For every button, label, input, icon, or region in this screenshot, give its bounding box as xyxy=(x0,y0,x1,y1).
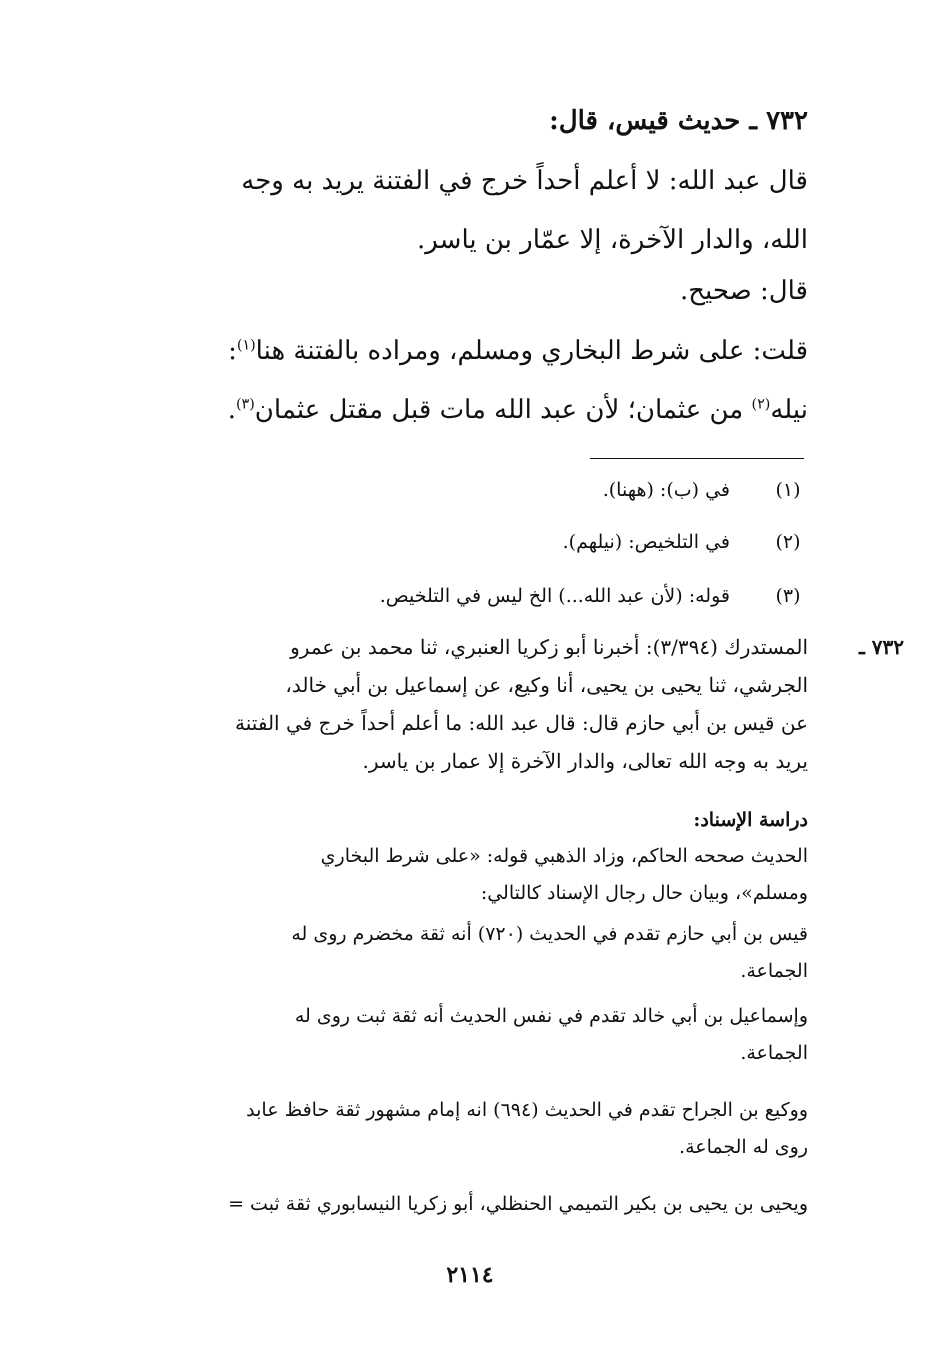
study-paragraph xyxy=(100,1092,808,1166)
hadith-line: قال عبد الله: لا أعلم أحداً خرج في الفتنة يريد به وجه xyxy=(241,166,808,196)
commentary-line: المستدرك (٣/٣٩٤): أخبرنا أبو زكريا العنبري، ثنا محمد بن عمرو xyxy=(290,635,808,659)
study-line: ووكيع بن الجراح تقدم في الحديث (٦٩٤) انه إمام مشهور ثقة حافظ عابد xyxy=(246,1099,808,1121)
commentary-line: عن قيس بن أبي حازم قال: قال عبد الله: ما أعلم أحداً خرج في الفتنة xyxy=(235,711,808,735)
study-line: الحديث صححه الحاكم، وزاد الذهبي قوله: «على شرط البخاري xyxy=(320,845,808,867)
study-paragraph xyxy=(100,838,808,912)
author-note xyxy=(100,322,808,440)
study-paragraph xyxy=(76,1186,808,1223)
hadith-line: الله، والدار الآخرة، إلا عمّار بن ياسر. xyxy=(417,225,808,255)
commentary-number: ٧٣٢ ـ xyxy=(858,635,904,659)
footnote-text: في التلخيص: (نيلهم). xyxy=(562,531,730,553)
footnote-ref[interactable]: (٣) xyxy=(235,396,255,413)
author-note-line: نيله$^{(٢)}$ من عثمان؛ لأن عبد الله مات قبل مقتل عثمان$^{(٣)}$. xyxy=(227,395,808,425)
hadith-heading: ٧٣٢ ـ حديث قيس، قال: xyxy=(549,106,808,136)
footnote xyxy=(100,578,808,614)
study-line: ومسلم»، وبيان حال رجال الإسناد كالتالي: xyxy=(480,882,808,904)
author-note-line: قلت: على شرط البخاري ومسلم، ومراده بالفتنة هنا$^{(١)}$: xyxy=(228,336,808,366)
hadith-text xyxy=(100,152,808,270)
footnote xyxy=(100,472,808,508)
study-line: وإسماعيل بن أبي خالد تقدم في نفس الحديث أنه ثقة ثبت روى له xyxy=(294,1005,808,1027)
study-line: الجماعة. xyxy=(740,1042,808,1064)
ruling: قال: صحيح. xyxy=(679,276,808,306)
study-line: ويحيى بن يحيى بن بكير التميمي الحنظلي، أبو زكريا النيسابوري ثقة ثبت = xyxy=(228,1193,808,1215)
commentary-line: الجرشي، ثنا يحيى بن يحيى، أنا وكيع، عن إسماعيل بن أبي خالد، xyxy=(285,673,808,697)
section-title: دراسة الإسناد: xyxy=(693,809,808,831)
study-line: روى له الجماعة. xyxy=(679,1136,808,1158)
footnote-number: (٣) xyxy=(775,585,801,607)
footnote-number: (١) xyxy=(775,479,801,501)
study-paragraph xyxy=(100,998,808,1072)
study-line: قيس بن أبي حازم تقدم في الحديث (٧٢٠) أنه ثقة مخضرم روى له xyxy=(291,923,808,945)
footnote-text: في (ب): (ههنا). xyxy=(602,479,730,501)
page-number: ٢١١٤ xyxy=(446,1262,494,1288)
footnote-text: قوله: (لأن عبد الله...) الخ ليس في التلخيص. xyxy=(379,585,730,607)
footnote-number: (٢) xyxy=(775,531,801,553)
study-paragraph xyxy=(100,916,808,990)
footnote-ref[interactable]: (١) xyxy=(236,337,256,354)
study-line: الجماعة. xyxy=(740,960,808,982)
commentary xyxy=(100,628,808,780)
footnote xyxy=(100,524,808,560)
footnote-ref[interactable]: (٢) xyxy=(751,396,771,413)
footnote-separator xyxy=(590,458,804,459)
commentary-line: يريد به وجه الله تعالى، والدار الآخرة إلا عمار بن ياسر. xyxy=(362,749,808,773)
